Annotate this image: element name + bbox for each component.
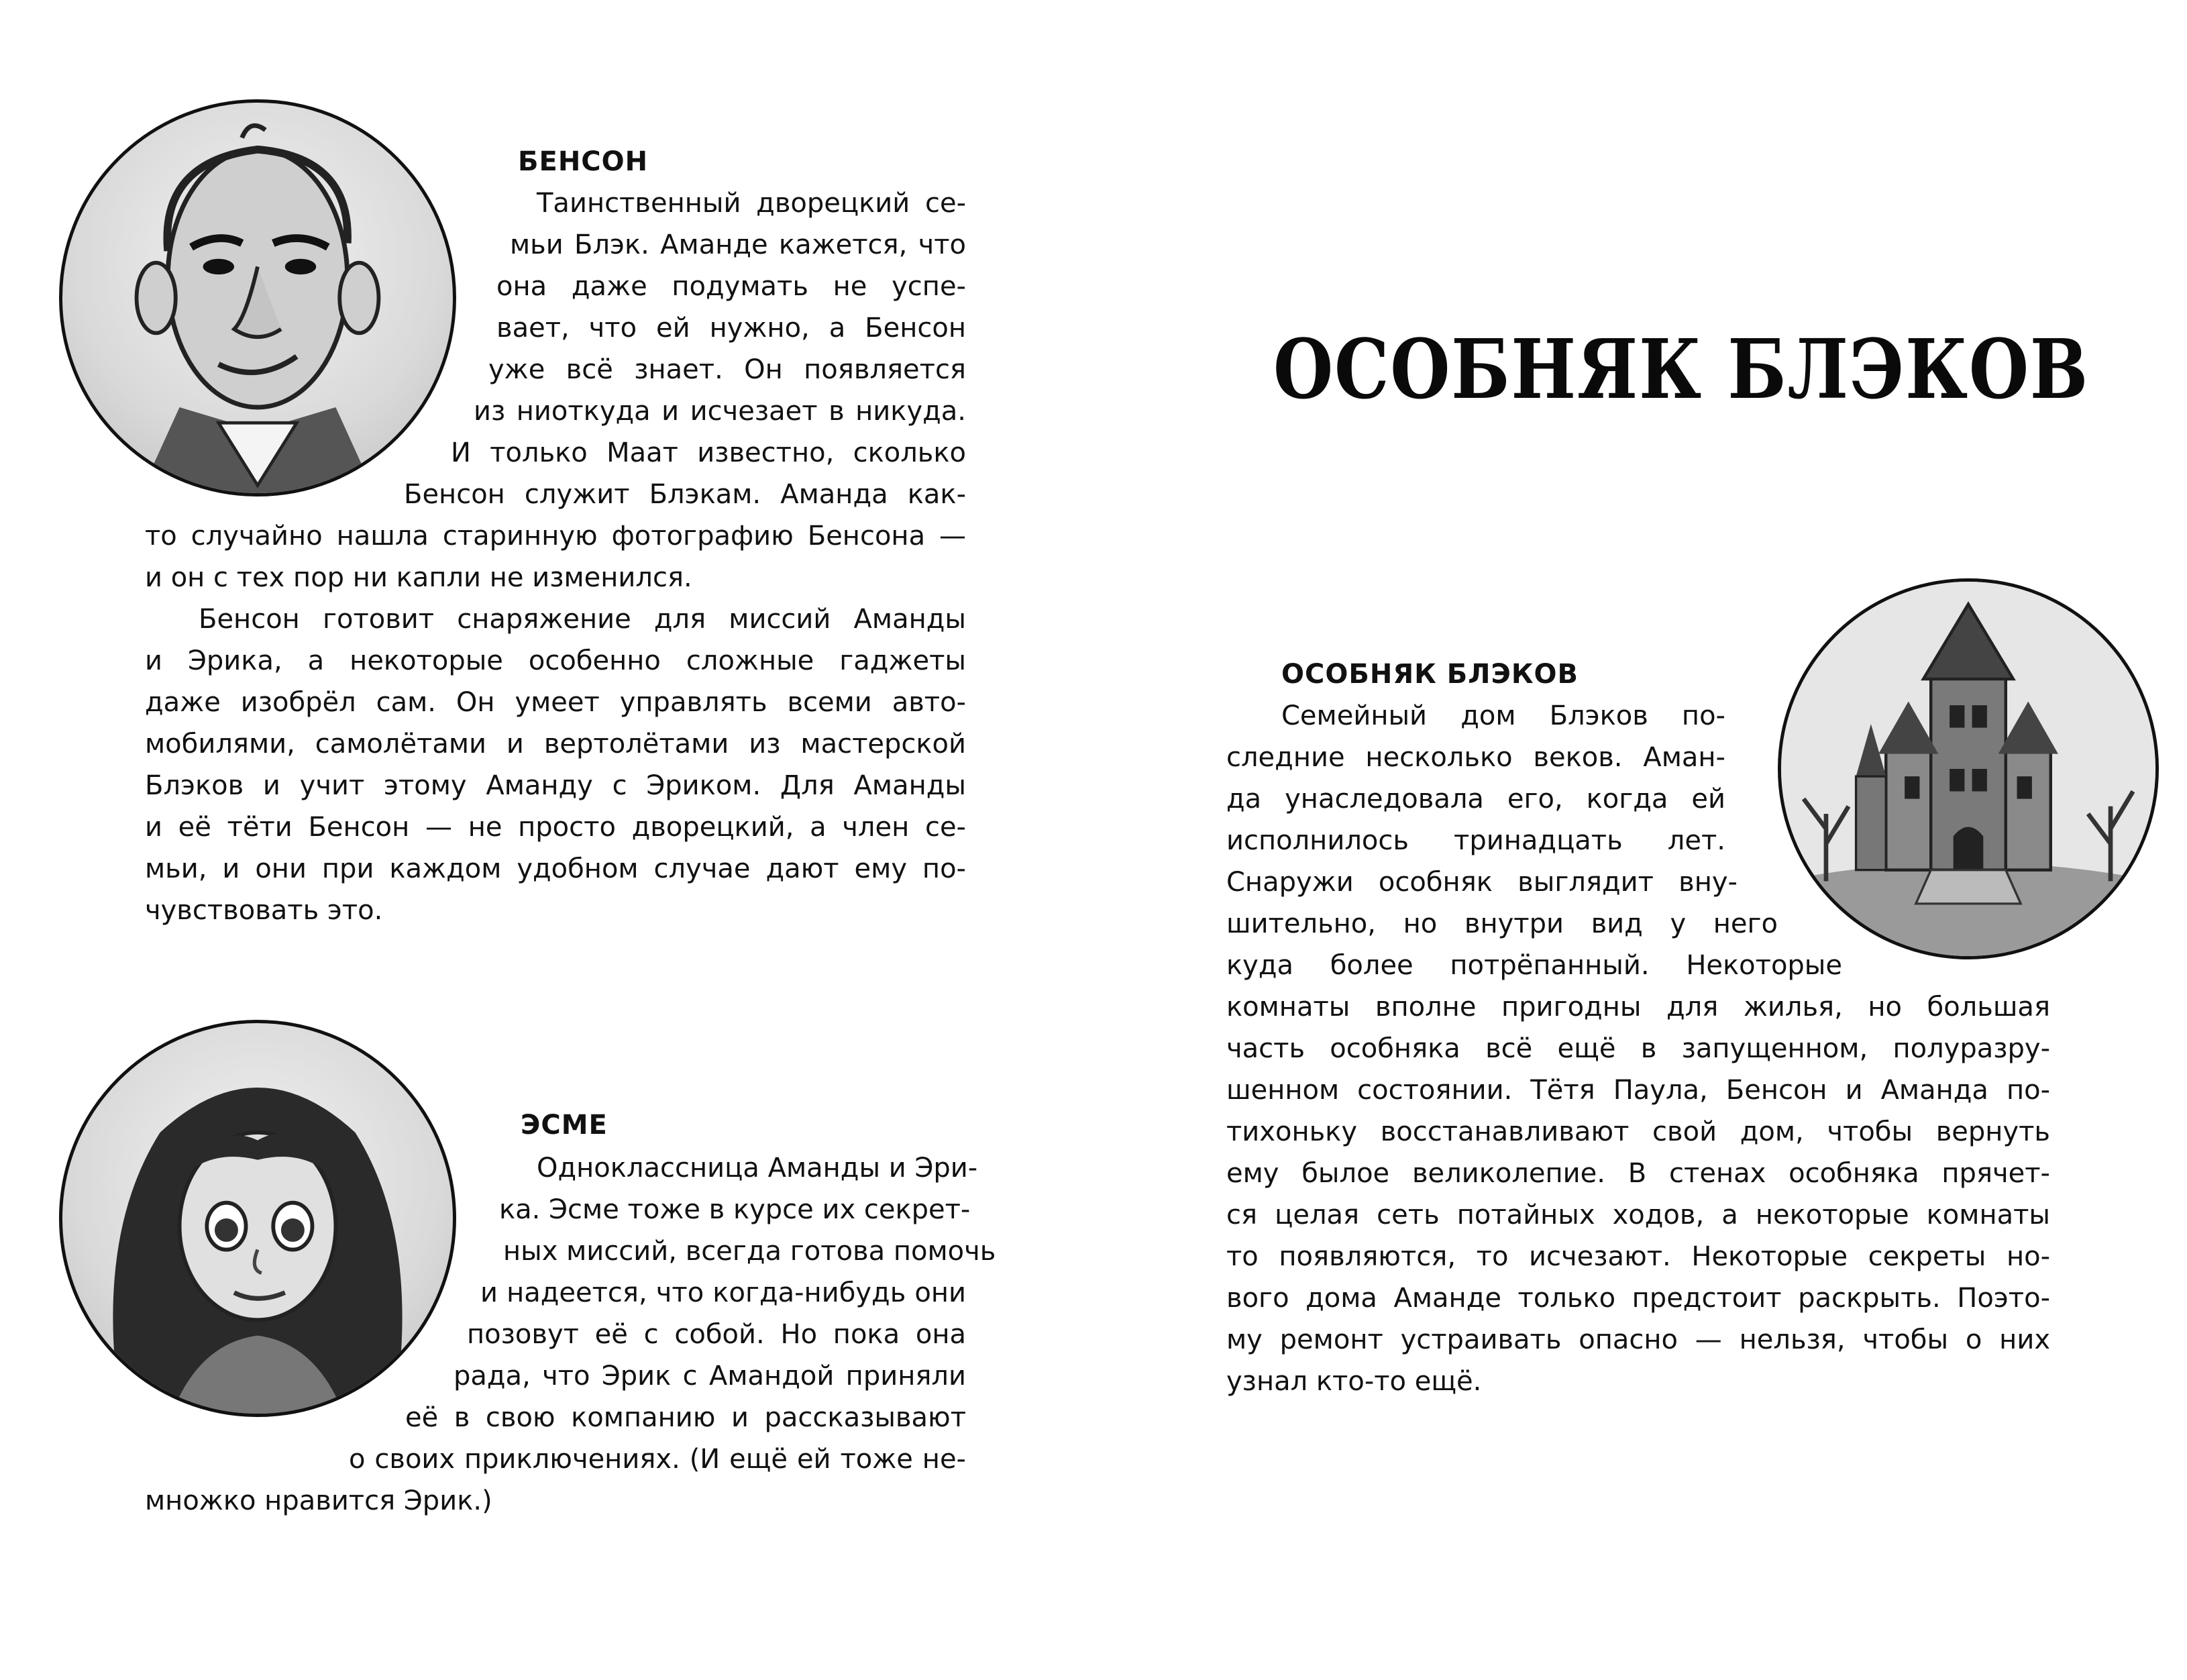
text-line: её в свою компанию и рассказывают (405, 1402, 966, 1433)
text-line: даже изобрёл сам. Он умеет управлять всеми авто- (145, 687, 966, 718)
text-line: му ремонт устраивать опасно — нельзя, чтобы о них (1226, 1324, 2050, 1355)
text-line: из ниоткуда и исчезает в никуда. (474, 396, 966, 427)
text-line: Семейный дом Блэков по- (1281, 700, 1725, 731)
text-line: Таинственный дворецкий се- (537, 188, 966, 219)
text-line: шенном состоянии. Тётя Паула, Бенсон и Аманда по- (1226, 1075, 2050, 1106)
text-line: мьи Блэк. Аманде кажется, что (510, 229, 966, 260)
text-line: мобилями, самолётами и вертолётами из мастерской (145, 729, 966, 759)
text-line: ему былое великолепие. В стенах особняка прячет- (1226, 1158, 2050, 1189)
text-line: уже всё знает. Он появляется (488, 354, 966, 385)
text-line: ся целая сеть потайных ходов, а некоторые комнаты (1226, 1200, 2050, 1230)
text-line: она даже подумать не успе- (496, 271, 966, 302)
page-title: ОСОБНЯК БЛЭКОВ (1273, 321, 2090, 417)
text-line: ных миссий, всегда готова помочь (503, 1236, 996, 1267)
text-line: да унаследовала его, когда ей (1226, 784, 1725, 815)
text-line: комнаты вполне пригодны для жилья, но большая (1226, 992, 2050, 1022)
text-line: Блэков и учит этому Аманду с Эриком. Для Аманды (145, 770, 966, 801)
text-line: И только Маат известно, сколько (451, 437, 966, 468)
text-line: вого дома Аманде только предстоит раскрыть. Поэто- (1226, 1283, 2050, 1314)
mansion-heading: ОСОБНЯК БЛЭКОВ (1281, 659, 1579, 690)
text-line: то случайно нашла старинную фотографию Бенсона — (145, 521, 966, 552)
text-line: куда более потрёпанный. Некоторые (1226, 950, 1842, 981)
text-line: чувствовать это. (145, 895, 383, 926)
text-line: узнал кто-то ещё. (1226, 1366, 1482, 1397)
text-line: о своих приключениях. (И ещё ей тоже не- (349, 1444, 966, 1475)
text-line: Одноклассница Аманды и Эри- (537, 1153, 978, 1184)
text-line: рада, что Эрик с Амандой приняли (454, 1361, 966, 1392)
text-line: тихоньку восстанавливают свой дом, чтобы вернуть (1226, 1116, 2050, 1147)
text-line: то появляются, то исчезают. Некоторые секреты но- (1226, 1241, 2050, 1272)
text-line: вает, что ей нужно, а Бенсон (496, 313, 966, 344)
text-line: ка. Эсме тоже в курсе их секрет- (499, 1194, 971, 1225)
benson-heading: БЕНСОН (518, 146, 649, 177)
text-line: мьи, и они при каждом удобном случае дают ему по- (145, 853, 966, 884)
text-line: шительно, но внутри вид у него (1226, 908, 1778, 939)
text-line: Снаружи особняк выглядит вну- (1226, 867, 1738, 898)
text-line: следние несколько веков. Аман- (1226, 742, 1725, 773)
text-line: и надеется, что когда-нибудь они (480, 1277, 966, 1308)
text-line: часть особняка всё ещё в запущенном, полуразру- (1226, 1033, 2050, 1064)
text-line: множко нравится Эрик.) (145, 1485, 492, 1516)
text-line: и её тёти Бенсон — не просто дворецкий, а член се- (145, 812, 966, 843)
text-line: и он с тех пор ни капли не изменился. (145, 562, 692, 593)
text-line: позовут её с собой. Но пока она (467, 1319, 966, 1350)
text-line: и Эрика, а некоторые особенно сложные гаджеты (145, 645, 966, 676)
esme-heading: ЭСМЕ (521, 1110, 608, 1141)
text-line: Бенсон готовит снаряжение для миссий Аманды (199, 604, 966, 635)
text-line: исполнилось тринадцать лет. (1226, 825, 1725, 856)
mansion-text (0, 695, 2187, 1433)
text-line: Бенсон служит Блэкам. Аманда как- (404, 479, 966, 510)
